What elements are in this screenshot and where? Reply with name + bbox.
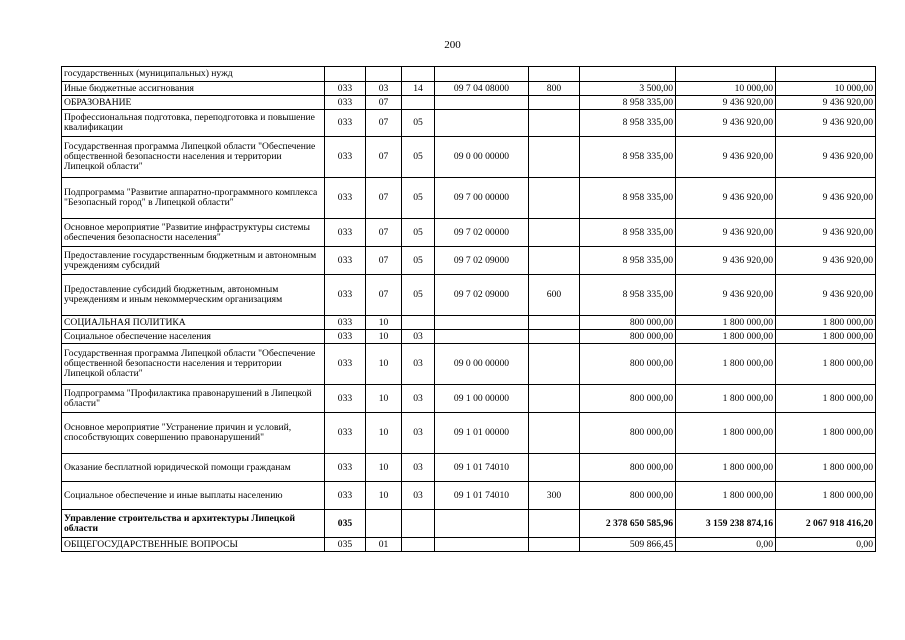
cell-department-code: 033 [325,137,366,178]
cell-target-article [435,67,529,82]
cell-amount-year-2: 1 800 000,00 [676,385,776,413]
cell-name: Оказание бесплатной юридической помощи гражданам [62,454,325,482]
cell-amount-year-3: 2 067 918 416,20 [776,510,876,538]
cell-section-code: 07 [366,219,402,247]
cell-name: Социальное обеспечение населения [62,330,325,344]
cell-amount-year-1: 3 500,00 [580,82,676,96]
table-row [62,454,876,482]
cell-section-code: 10 [366,482,402,510]
cell-amount-year-1: 800 000,00 [580,413,676,454]
table-row [62,413,876,454]
cell-name: Предоставление субсидий бюджетным, автономным учреждениям и иным некоммерческим организациям [62,275,325,316]
cell-department-code [325,67,366,82]
cell-expense-type [529,385,580,413]
cell-section-code: 10 [366,454,402,482]
cell-amount-year-1: 8 958 335,00 [580,137,676,178]
cell-department-code: 033 [325,96,366,110]
cell-amount-year-1: 8 958 335,00 [580,178,676,219]
cell-subsection-code: 05 [402,247,435,275]
cell-section-code: 07 [366,178,402,219]
table-row [62,275,876,316]
cell-subsection-code: 05 [402,178,435,219]
cell-expense-type [529,247,580,275]
cell-target-article [435,538,529,552]
cell-amount-year-2: 1 800 000,00 [676,330,776,344]
table-row [62,482,876,510]
cell-section-code: 07 [366,110,402,137]
cell-subsection-code [402,510,435,538]
cell-department-code: 033 [325,316,366,330]
cell-expense-type [529,137,580,178]
cell-amount-year-3: 9 436 920,00 [776,178,876,219]
cell-section-code: 07 [366,96,402,110]
cell-subsection-code: 05 [402,110,435,137]
cell-section-code: 10 [366,413,402,454]
cell-subsection-code: 03 [402,330,435,344]
cell-name: ОБЩЕГОСУДАРСТВЕННЫЕ ВОПРОСЫ [62,538,325,552]
cell-department-code: 035 [325,538,366,552]
cell-amount-year-3: 9 436 920,00 [776,275,876,316]
page-number: 200 [444,39,461,51]
cell-amount-year-2: 0,00 [676,538,776,552]
cell-subsection-code: 03 [402,482,435,510]
cell-amount-year-1: 8 958 335,00 [580,96,676,110]
cell-amount-year-2: 3 159 238 874,16 [676,510,776,538]
cell-amount-year-3: 9 436 920,00 [776,219,876,247]
table-row [62,137,876,178]
cell-amount-year-3: 9 436 920,00 [776,110,876,137]
cell-expense-type: 300 [529,482,580,510]
cell-amount-year-3: 9 436 920,00 [776,96,876,110]
budget-table [61,66,876,552]
cell-target-article: 09 7 02 09000 [435,275,529,316]
table-row [62,344,876,385]
cell-target-article [435,96,529,110]
table-row [62,219,876,247]
cell-name: Социальное обеспечение и иные выплаты населению [62,482,325,510]
cell-amount-year-2: 1 800 000,00 [676,454,776,482]
cell-subsection-code: 05 [402,275,435,316]
cell-subsection-code: 03 [402,454,435,482]
cell-amount-year-3: 1 800 000,00 [776,454,876,482]
cell-department-code: 033 [325,344,366,385]
cell-department-code: 035 [325,510,366,538]
cell-amount-year-1: 509 866,45 [580,538,676,552]
cell-target-article: 09 1 01 74010 [435,454,529,482]
cell-section-code: 10 [366,344,402,385]
cell-amount-year-2 [676,67,776,82]
cell-name: Иные бюджетные ассигнования [62,82,325,96]
cell-name: Основное мероприятие "Устранение причин и условий, способствующих совершению правонарушений" [62,413,325,454]
cell-expense-type [529,178,580,219]
cell-target-article [435,110,529,137]
cell-amount-year-2: 1 800 000,00 [676,316,776,330]
cell-target-article: 09 1 00 00000 [435,385,529,413]
cell-amount-year-2: 9 436 920,00 [676,247,776,275]
cell-department-code: 033 [325,219,366,247]
cell-amount-year-1: 800 000,00 [580,344,676,385]
cell-name: Государственная программа Липецкой области "Обеспечение общественной безопасности населения и территории Липецкой области" [62,344,325,385]
table-row [62,510,876,538]
cell-department-code: 033 [325,82,366,96]
cell-subsection-code [402,96,435,110]
cell-target-article: 09 1 01 74010 [435,482,529,510]
cell-amount-year-1: 2 378 650 585,96 [580,510,676,538]
cell-department-code: 033 [325,275,366,316]
cell-section-code: 10 [366,330,402,344]
cell-amount-year-3: 0,00 [776,538,876,552]
cell-expense-type [529,96,580,110]
cell-target-article: 09 0 00 00000 [435,137,529,178]
table-row [62,67,876,82]
cell-amount-year-3: 1 800 000,00 [776,413,876,454]
cell-amount-year-2: 1 800 000,00 [676,344,776,385]
cell-expense-type [529,110,580,137]
cell-amount-year-2: 10 000,00 [676,82,776,96]
cell-department-code: 033 [325,247,366,275]
cell-subsection-code: 03 [402,385,435,413]
cell-expense-type [529,67,580,82]
cell-name: Предоставление государственным бюджетным и автономным учреждениям субсидий [62,247,325,275]
cell-expense-type: 800 [529,82,580,96]
cell-amount-year-1 [580,67,676,82]
cell-amount-year-3: 1 800 000,00 [776,385,876,413]
cell-expense-type [529,316,580,330]
cell-name: Основное мероприятие "Развитие инфраструктуры системы обеспечения безопасности населения" [62,219,325,247]
cell-section-code [366,67,402,82]
cell-section-code: 03 [366,82,402,96]
cell-name: государственных (муниципальных) нужд [62,67,325,82]
cell-name: Государственная программа Липецкой области "Обеспечение общественной безопасности населения и территории Липецкой области" [62,137,325,178]
cell-amount-year-2: 9 436 920,00 [676,137,776,178]
cell-amount-year-3: 9 436 920,00 [776,247,876,275]
cell-target-article: 09 7 04 08000 [435,82,529,96]
cell-amount-year-2: 9 436 920,00 [676,219,776,247]
cell-department-code: 033 [325,178,366,219]
cell-section-code: 07 [366,275,402,316]
cell-department-code: 033 [325,454,366,482]
cell-amount-year-1: 800 000,00 [580,316,676,330]
cell-department-code: 033 [325,385,366,413]
cell-section-code: 01 [366,538,402,552]
cell-expense-type [529,413,580,454]
cell-expense-type: 600 [529,275,580,316]
cell-amount-year-1: 8 958 335,00 [580,110,676,137]
cell-target-article: 09 0 00 00000 [435,344,529,385]
cell-target-article [435,510,529,538]
cell-expense-type [529,344,580,385]
cell-expense-type [529,219,580,247]
cell-amount-year-1: 8 958 335,00 [580,219,676,247]
cell-section-code: 07 [366,137,402,178]
cell-department-code: 033 [325,482,366,510]
cell-expense-type [529,330,580,344]
cell-target-article: 09 1 01 00000 [435,413,529,454]
cell-amount-year-1: 800 000,00 [580,454,676,482]
cell-amount-year-1: 800 000,00 [580,330,676,344]
cell-expense-type [529,454,580,482]
table-row [62,538,876,552]
cell-name: Подпрограмма "Развитие аппаратно-программного комплекса "Безопасный город" в Липецкой области" [62,178,325,219]
cell-department-code: 033 [325,110,366,137]
cell-expense-type [529,510,580,538]
cell-name: ОБРАЗОВАНИЕ [62,96,325,110]
cell-target-article: 09 7 00 00000 [435,178,529,219]
cell-department-code: 033 [325,330,366,344]
table-row [62,110,876,137]
cell-target-article [435,330,529,344]
cell-name: СОЦИАЛЬНАЯ ПОЛИТИКА [62,316,325,330]
cell-amount-year-2: 9 436 920,00 [676,178,776,219]
cell-name: Управление строительства и архитектуры Липецкой области [62,510,325,538]
cell-subsection-code: 03 [402,344,435,385]
table-row [62,82,876,96]
cell-section-code: 10 [366,385,402,413]
cell-amount-year-1: 8 958 335,00 [580,275,676,316]
cell-amount-year-3: 10 000,00 [776,82,876,96]
table-row [62,247,876,275]
cell-name: Профессиональная подготовка, переподготовка и повышение квалификации [62,110,325,137]
cell-amount-year-2: 1 800 000,00 [676,482,776,510]
cell-section-code: 10 [366,316,402,330]
table-row [62,96,876,110]
cell-section-code [366,510,402,538]
cell-amount-year-1: 8 958 335,00 [580,247,676,275]
cell-section-code: 07 [366,247,402,275]
table-row [62,316,876,330]
cell-subsection-code: 05 [402,137,435,178]
cell-amount-year-3: 1 800 000,00 [776,316,876,330]
cell-expense-type [529,538,580,552]
cell-subsection-code: 14 [402,82,435,96]
cell-amount-year-3: 1 800 000,00 [776,344,876,385]
cell-target-article: 09 7 02 00000 [435,219,529,247]
cell-target-article: 09 7 02 09000 [435,247,529,275]
table-row [62,385,876,413]
cell-name: Подпрограмма "Профилактика правонарушений в Липецкой области" [62,385,325,413]
cell-amount-year-3 [776,67,876,82]
cell-amount-year-1: 800 000,00 [580,482,676,510]
cell-subsection-code [402,67,435,82]
cell-subsection-code: 03 [402,413,435,454]
cell-amount-year-2: 1 800 000,00 [676,413,776,454]
cell-amount-year-2: 9 436 920,00 [676,275,776,316]
cell-amount-year-1: 800 000,00 [580,385,676,413]
budget-table-body [62,67,876,552]
cell-target-article [435,316,529,330]
table-row [62,330,876,344]
table-row [62,178,876,219]
cell-subsection-code [402,316,435,330]
cell-amount-year-2: 9 436 920,00 [676,96,776,110]
cell-amount-year-3: 9 436 920,00 [776,137,876,178]
cell-amount-year-3: 1 800 000,00 [776,482,876,510]
cell-subsection-code [402,538,435,552]
cell-amount-year-3: 1 800 000,00 [776,330,876,344]
cell-department-code: 033 [325,413,366,454]
cell-subsection-code: 05 [402,219,435,247]
cell-amount-year-2: 9 436 920,00 [676,110,776,137]
